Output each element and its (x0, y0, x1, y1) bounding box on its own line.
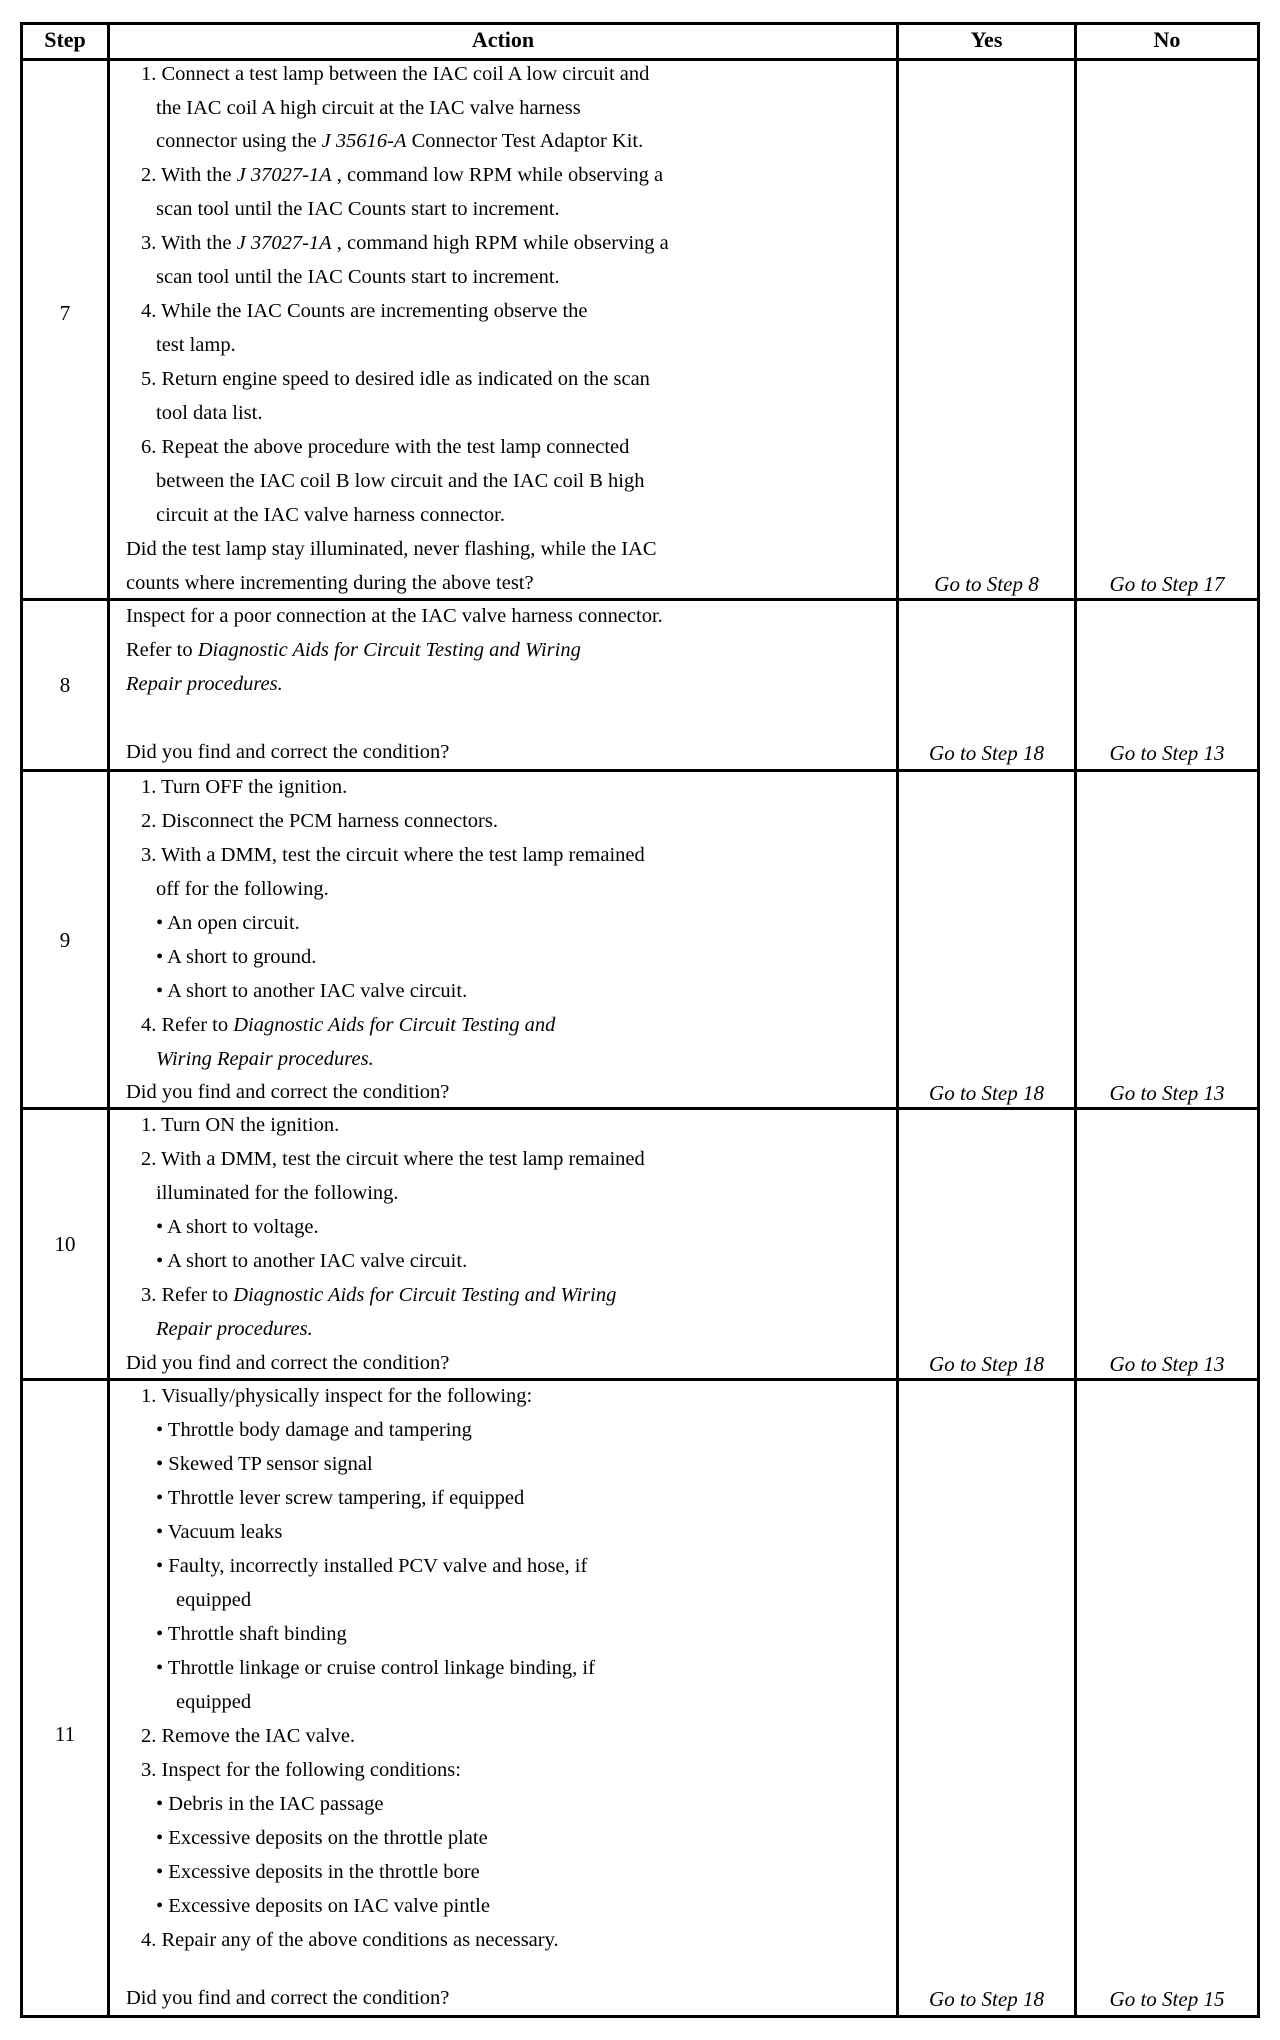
action-line: Refer to Diagnostic Aids for Circuit Testing and Wiring (126, 639, 581, 661)
reference-link-text: Diagnostic Aids for Circuit Testing and Wiring (233, 1284, 617, 1306)
action-line: tool data list. (156, 402, 263, 424)
bullet-item: • Excessive deposits on the throttle plate (156, 1827, 488, 1849)
tool-reference: J 35616-A (321, 130, 407, 152)
reference-link-text: Diagnostic Aids for Circuit Testing and Wiring (197, 639, 581, 661)
action-line: 3. Inspect for the following conditions: (141, 1759, 461, 1781)
bullet-item: • Throttle linkage or cruise control linkage binding, if (156, 1657, 595, 1679)
action-question: counts where incrementing during the above test? (126, 572, 534, 594)
bullet-item: • Throttle body damage and tampering (156, 1419, 472, 1441)
bullet-item-continued: equipped (176, 1691, 252, 1713)
step-number: 9 (59, 928, 71, 952)
action-line: off for the following. (156, 878, 329, 900)
step-number: 11 (54, 1722, 76, 1746)
action-line: Wiring Repair procedures. (156, 1048, 374, 1070)
action-question: Did you find and correct the condition? (126, 1081, 450, 1103)
header-no: No (1153, 27, 1181, 52)
action-line: Inspect for a poor connection at the IAC valve harness connector. (126, 605, 663, 627)
yes-result: Go to Step 18 (929, 741, 1044, 765)
row-divider (23, 58, 1257, 61)
action-line: scan tool until the IAC Counts start to increment. (156, 266, 560, 288)
action-line: scan tool until the IAC Counts start to increment. (156, 198, 560, 220)
action-line: 1. Turn OFF the ignition. (141, 776, 348, 798)
column-divider (896, 25, 899, 2015)
bullet-item: • Throttle shaft binding (156, 1623, 347, 1645)
header-action: Action (471, 27, 535, 52)
tool-reference: J 37027-1A (236, 164, 332, 186)
step-number: 10 (54, 1232, 76, 1256)
action-line: 6. Repeat the above procedure with the test lamp connected (141, 436, 630, 458)
diagnostic-table (20, 22, 1260, 2018)
action-line: test lamp. (156, 334, 236, 356)
no-result: Go to Step 13 (1109, 1352, 1225, 1376)
action-line: 3. With the J 37027-1A , command high RPM while observing a (141, 232, 669, 254)
action-line: Repair procedures. (126, 673, 283, 695)
action-line: connector using the J 35616-A Connector Test Adaptor Kit. (156, 130, 644, 152)
action-line: 1. Connect a test lamp between the IAC coil A low circuit and (141, 63, 650, 85)
yes-result: Go to Step 18 (929, 1081, 1044, 1105)
bullet-item: • Excessive deposits in the throttle bore (156, 1861, 480, 1883)
action-question: Did you find and correct the condition? (126, 1352, 450, 1374)
bullet-item: • A short to voltage. (156, 1216, 319, 1238)
bullet-item: • Faulty, incorrectly installed PCV valve and hose, if (156, 1555, 588, 1577)
yes-result: Go to Step 18 (929, 1987, 1044, 2011)
action-line: 2. Disconnect the PCM harness connectors. (141, 810, 498, 832)
action-line: 1. Turn ON the ignition. (141, 1114, 340, 1136)
action-line: 2. With the J 37027-1A , command low RPM while observing a (141, 164, 664, 186)
tool-reference: J 37027-1A (236, 232, 332, 254)
action-line: the IAC coil A high circuit at the IAC valve harness (156, 97, 581, 119)
action-line: 4. Repair any of the above conditions as necessary. (141, 1929, 559, 1951)
action-line: between the IAC coil B low circuit and the IAC coil B high (156, 470, 645, 492)
no-result: Go to Step 13 (1109, 741, 1225, 765)
action-line: circuit at the IAC valve harness connector. (156, 504, 505, 526)
bullet-item: • A short to another IAC valve circuit. (156, 980, 468, 1002)
action-line: 2. With a DMM, test the circuit where the test lamp remained (141, 1148, 645, 1170)
no-result: Go to Step 13 (1109, 1081, 1225, 1105)
bullet-item-continued: equipped (176, 1589, 252, 1611)
action-question: Did you find and correct the condition? (126, 1987, 450, 2009)
action-question: Did you find and correct the condition? (126, 741, 450, 763)
no-result: Go to Step 15 (1109, 1987, 1225, 2011)
column-divider (1074, 25, 1077, 2015)
step-number: 7 (59, 301, 71, 325)
step-number: 8 (59, 673, 71, 697)
bullet-item: • Skewed TP sensor signal (156, 1453, 373, 1475)
row-divider (23, 1378, 1257, 1381)
reference-link-text: Diagnostic Aids for Circuit Testing and (233, 1014, 556, 1036)
yes-result: Go to Step 18 (929, 1352, 1044, 1376)
action-line: 2. Remove the IAC valve. (141, 1725, 356, 1747)
action-line: 1. Visually/physically inspect for the following: (141, 1385, 533, 1407)
bullet-item: • Excessive deposits on IAC valve pintle (156, 1895, 490, 1917)
action-line: 5. Return engine speed to desired idle as indicated on the scan (141, 368, 650, 390)
action-line: 4. Refer to Diagnostic Aids for Circuit Testing and (141, 1014, 556, 1036)
action-line: Repair procedures. (156, 1318, 313, 1340)
bullet-item: • Vacuum leaks (156, 1521, 283, 1543)
action-line: 4. While the IAC Counts are incrementing observe the (141, 300, 588, 322)
bullet-item: • Debris in the IAC passage (156, 1793, 384, 1815)
action-line: 3. With a DMM, test the circuit where the test lamp remained (141, 844, 645, 866)
bullet-item: • An open circuit. (156, 912, 300, 934)
action-line: illuminated for the following. (156, 1182, 399, 1204)
header-yes: Yes (970, 27, 1003, 52)
header-step: Step (44, 27, 86, 52)
no-result: Go to Step 17 (1109, 572, 1225, 596)
bullet-item: • A short to another IAC valve circuit. (156, 1250, 468, 1272)
yes-result: Go to Step 8 (934, 572, 1039, 596)
action-question: Did the test lamp stay illuminated, never flashing, while the IAC (126, 538, 657, 560)
action-line: 3. Refer to Diagnostic Aids for Circuit Testing and Wiring (141, 1284, 617, 1306)
column-divider (107, 25, 110, 2015)
bullet-item: • Throttle lever screw tampering, if equipped (156, 1487, 525, 1509)
bullet-item: • A short to ground. (156, 946, 317, 968)
row-divider (23, 769, 1257, 772)
row-divider (23, 598, 1257, 601)
row-divider (23, 1107, 1257, 1110)
